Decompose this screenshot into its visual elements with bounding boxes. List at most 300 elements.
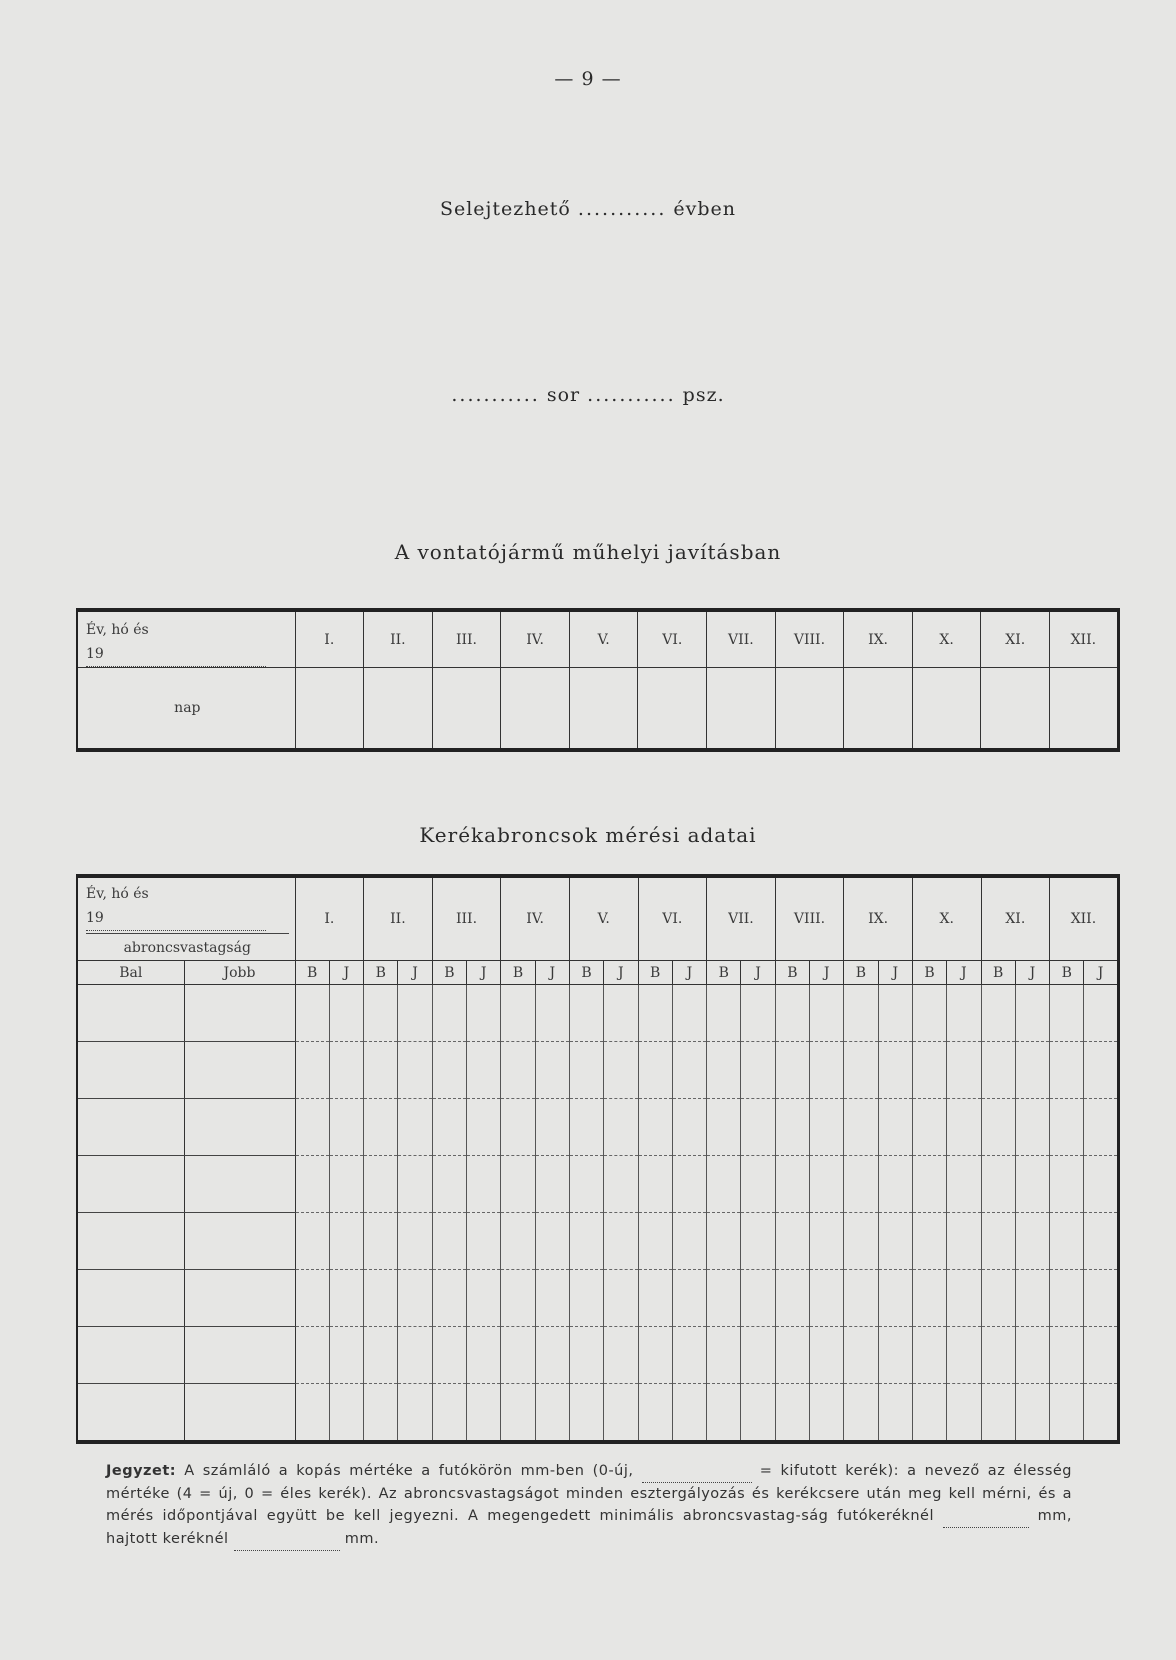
right-subcolumn: J [398,961,432,985]
measurement-cell[interactable] [912,1213,946,1270]
measurement-cell[interactable] [810,985,844,1042]
measurement-cell[interactable] [467,985,501,1042]
tire-month-header-2: II. [364,876,433,961]
days-cell[interactable] [569,668,638,750]
measurement-cell[interactable] [878,985,912,1042]
right-subcolumn: J [672,961,706,985]
measurement-cell[interactable] [1084,1384,1118,1443]
note-blank-3 [234,1528,340,1551]
measurement-row [77,1384,1118,1443]
right-label: Jobb [184,961,295,985]
measurement-cell[interactable] [947,1156,981,1213]
right-thickness-cell[interactable] [184,1327,295,1384]
measurement-row [77,1327,1118,1384]
measurement-cell[interactable] [569,1156,603,1213]
year-month-label: Év, hó és [86,622,149,638]
measurement-cell[interactable] [364,1156,398,1213]
measurement-cell[interactable] [844,985,878,1042]
measurement-cell[interactable] [672,1213,706,1270]
measurement-cell[interactable] [501,985,535,1042]
measurement-cell[interactable] [981,1270,1015,1327]
right-subcolumn: J [1015,961,1049,985]
right-subcolumn: J [878,961,912,985]
measurement-cell[interactable] [432,1042,466,1099]
measurement-cell[interactable] [810,1213,844,1270]
measurement-row [77,1042,1118,1099]
measurement-cell[interactable] [432,1270,466,1327]
month-header-6: VI. [638,610,707,668]
measurement-cell[interactable] [775,1213,809,1270]
measurement-cell[interactable] [398,1213,432,1270]
note-paragraph [106,1460,1072,1551]
measurement-cell[interactable] [295,1327,329,1384]
measurement-cell[interactable] [329,1156,363,1213]
measurement-cell[interactable] [878,1099,912,1156]
measurement-cell[interactable] [501,1270,535,1327]
measurement-cell[interactable] [501,1156,535,1213]
tire-month-header-9: IX. [844,876,913,961]
measurement-cell[interactable] [844,1099,878,1156]
measurement-cell[interactable] [295,1156,329,1213]
left-label: Bal [77,961,184,985]
measurement-cell[interactable] [569,985,603,1042]
left-thickness-cell[interactable] [77,1270,184,1327]
measurement-cell[interactable] [947,1270,981,1327]
measurement-cell[interactable] [329,1270,363,1327]
measurement-cell[interactable] [810,1270,844,1327]
measurement-cell[interactable] [775,1156,809,1213]
left-thickness-cell[interactable] [77,1042,184,1099]
measurement-cell[interactable] [741,1327,775,1384]
measurement-cell[interactable] [604,1099,638,1156]
month-header-3: III. [432,610,501,668]
measurement-cell[interactable] [672,1270,706,1327]
measurement-cell[interactable] [535,1270,569,1327]
left-subcolumn: B [364,961,398,985]
days-row [77,668,1118,750]
measurement-cell[interactable] [398,1327,432,1384]
measurement-cell[interactable] [432,985,466,1042]
measurement-cell[interactable] [741,1099,775,1156]
measurement-cell[interactable] [844,1384,878,1443]
measurement-cell[interactable] [432,1384,466,1443]
measurement-cell[interactable] [741,985,775,1042]
measurement-cell[interactable] [1084,1270,1118,1327]
measurement-cell[interactable] [638,1156,672,1213]
tire-month-header-11: XI. [981,876,1050,961]
days-cell[interactable] [775,668,844,750]
measurement-cell[interactable] [912,985,946,1042]
measurement-cell[interactable] [912,1099,946,1156]
month-header-12: XII. [1050,610,1119,668]
measurement-cell[interactable] [947,1213,981,1270]
measurement-cell[interactable] [364,985,398,1042]
tire-month-header-12: XII. [1050,876,1119,961]
month-header-11: XI. [981,610,1050,668]
measurement-cell[interactable] [295,1270,329,1327]
measurement-cell[interactable] [707,1099,741,1156]
left-thickness-cell[interactable] [77,1327,184,1384]
measurement-cell[interactable] [1050,1384,1084,1443]
measurement-cell[interactable] [1015,1327,1049,1384]
measurement-cell[interactable] [810,1156,844,1213]
measurement-cell[interactable] [467,1042,501,1099]
measurement-cell[interactable] [672,1327,706,1384]
note-text-1: A számláló a kopás mértéke a futókörön mm-ben (0-új, [184,1463,634,1479]
days-label: nap [77,668,295,750]
right-subcolumn: J [810,961,844,985]
month-header-8: VIII. [775,610,844,668]
days-cell[interactable] [295,668,364,750]
measurement-cell[interactable] [741,1270,775,1327]
left-subcolumn: B [501,961,535,985]
measurement-cell[interactable] [638,1384,672,1443]
measurement-cell[interactable] [707,1156,741,1213]
left-subcolumn: B [981,961,1015,985]
measurement-cell[interactable] [1015,1270,1049,1327]
days-cell[interactable] [981,668,1050,750]
measurement-cell[interactable] [535,1099,569,1156]
measurement-cell[interactable] [638,1270,672,1327]
days-cell[interactable] [912,668,981,750]
measurement-cell[interactable] [672,1384,706,1443]
measurement-cell[interactable] [329,1327,363,1384]
measurement-cell[interactable] [1084,1042,1118,1099]
left-thickness-cell[interactable] [77,1213,184,1270]
measurement-cell[interactable] [569,1270,603,1327]
measurement-cell[interactable] [467,1156,501,1213]
measurement-cell[interactable] [364,1099,398,1156]
tire-month-header-1: I. [295,876,364,961]
measurement-cell[interactable] [604,1213,638,1270]
tire-month-header-5: V. [569,876,638,961]
measurement-cell[interactable] [535,1156,569,1213]
measurement-cell[interactable] [604,1270,638,1327]
measurement-cell[interactable] [638,985,672,1042]
tire-month-header-10: X. [912,876,981,961]
right-thickness-cell[interactable] [184,1270,295,1327]
days-cell[interactable] [1050,668,1119,750]
measurement-cell[interactable] [432,1327,466,1384]
measurement-cell[interactable] [1015,985,1049,1042]
measurement-cell[interactable] [604,1156,638,1213]
measurement-cell[interactable] [844,1213,878,1270]
measurement-cell[interactable] [775,1327,809,1384]
measurement-cell[interactable] [501,1384,535,1443]
measurement-cell[interactable] [878,1384,912,1443]
left-subcolumn: B [912,961,946,985]
measurement-cell[interactable] [398,1384,432,1443]
measurement-cell[interactable] [329,1042,363,1099]
measurement-cell[interactable] [775,1384,809,1443]
measurement-cell[interactable] [981,1384,1015,1443]
measurement-cell[interactable] [535,1042,569,1099]
measurement-cell[interactable] [707,1270,741,1327]
right-subcolumn: J [741,961,775,985]
measurement-cell[interactable] [535,1327,569,1384]
measurement-cell[interactable] [775,1270,809,1327]
days-cell[interactable] [364,668,433,750]
measurement-cell[interactable] [844,1042,878,1099]
measurement-cell[interactable] [501,1213,535,1270]
measurement-cell[interactable] [569,1099,603,1156]
measurement-cell[interactable] [501,1042,535,1099]
measurement-cell[interactable] [1015,1042,1049,1099]
measurement-cell[interactable] [947,1042,981,1099]
measurement-cell[interactable] [398,985,432,1042]
note-text-3: mm, hajtott keréknél [106,1508,1073,1547]
measurement-cell[interactable] [981,1156,1015,1213]
measurement-cell[interactable] [707,1042,741,1099]
measurement-cell[interactable] [844,1270,878,1327]
measurement-cell[interactable] [501,1327,535,1384]
measurement-cell[interactable] [569,1213,603,1270]
number-label: psz. [682,384,725,406]
measurement-cell[interactable] [947,1384,981,1443]
measurement-cell[interactable] [1015,1213,1049,1270]
measurement-cell[interactable] [364,1384,398,1443]
measurement-cell[interactable] [707,1384,741,1443]
measurement-cell[interactable] [364,1327,398,1384]
measurement-cell[interactable] [878,1213,912,1270]
scrap-label: Selejtezhető [439,198,571,220]
measurement-cell[interactable] [398,1156,432,1213]
measurement-cell[interactable] [981,1042,1015,1099]
tire-corner [77,876,295,961]
measurement-cell[interactable] [467,1384,501,1443]
measurement-cell[interactable] [947,1099,981,1156]
right-thickness-cell[interactable] [184,1042,295,1099]
measurement-cell[interactable] [912,1327,946,1384]
measurement-cell[interactable] [981,985,1015,1042]
measurement-cell[interactable] [741,1384,775,1443]
month-header-2: II. [364,610,433,668]
measurement-cell[interactable] [878,1156,912,1213]
month-header-row [77,610,1118,668]
days-cell[interactable] [501,668,570,750]
measurement-cell[interactable] [364,1213,398,1270]
measurement-cell[interactable] [912,1156,946,1213]
measurement-cell[interactable] [1084,1099,1118,1156]
measurement-cell[interactable] [432,1213,466,1270]
measurement-cell[interactable] [775,1042,809,1099]
number-dots: ........... [587,384,676,406]
measurement-cell[interactable] [1084,985,1118,1042]
measurement-cell[interactable] [981,1099,1015,1156]
scrap-suffix: évben [673,198,737,220]
scrap-year-line [0,198,1176,220]
measurement-cell[interactable] [672,1042,706,1099]
measurement-cell[interactable] [604,1042,638,1099]
measurement-cell[interactable] [844,1156,878,1213]
month-header-9: IX. [844,610,913,668]
series-dots: ........... [451,384,540,406]
measurement-cell[interactable] [467,1270,501,1327]
measurement-cell[interactable] [1050,1327,1084,1384]
days-cell[interactable] [432,668,501,750]
tire-month-header-6: VI. [638,876,707,961]
tire-month-header-7: VII. [707,876,776,961]
workshop-repair-table [76,608,1120,752]
note-blank-1 [642,1460,752,1483]
measurement-cell[interactable] [535,1213,569,1270]
measurement-cell[interactable] [295,985,329,1042]
month-header-4: IV. [501,610,570,668]
month-header-10: X. [912,610,981,668]
measurement-cell[interactable] [1015,1384,1049,1443]
measurement-cell[interactable] [1050,1156,1084,1213]
measurement-row [77,985,1118,1042]
measurement-cell[interactable] [329,1099,363,1156]
measurement-cell[interactable] [1084,1156,1118,1213]
measurement-cell[interactable] [501,1099,535,1156]
measurement-cell[interactable] [672,985,706,1042]
measurement-cell[interactable] [467,1327,501,1384]
measurement-cell[interactable] [329,1384,363,1443]
measurement-cell[interactable] [1050,985,1084,1042]
measurement-cell[interactable] [638,1213,672,1270]
measurement-cell[interactable] [741,1156,775,1213]
measurement-cell[interactable] [638,1099,672,1156]
measurement-cell[interactable] [707,1213,741,1270]
measurement-row [77,1213,1118,1270]
measurement-cell[interactable] [638,1042,672,1099]
left-thickness-cell[interactable] [77,1384,184,1443]
right-subcolumn: J [535,961,569,985]
measurement-cell[interactable] [1050,1042,1084,1099]
year-month-corner [77,610,295,668]
measurement-cell[interactable] [810,1042,844,1099]
measurement-cell[interactable] [741,1042,775,1099]
measurement-cell[interactable] [295,1384,329,1443]
tire-measurement-table [76,874,1120,1444]
right-thickness-cell[interactable] [184,1384,295,1443]
measurement-cell[interactable] [535,1384,569,1443]
left-subcolumn: B [295,961,329,985]
measurement-cell[interactable] [467,1099,501,1156]
series-label: sor [546,384,581,406]
tire-month-header-row [77,876,1118,961]
measurement-cell[interactable] [878,1042,912,1099]
left-thickness-cell[interactable] [77,1099,184,1156]
measurement-cell[interactable] [398,1270,432,1327]
measurement-cell[interactable] [912,1270,946,1327]
measurement-cell[interactable] [1050,1270,1084,1327]
measurement-cell[interactable] [1015,1099,1049,1156]
measurement-cell[interactable] [878,1327,912,1384]
measurement-cell[interactable] [329,1213,363,1270]
note-text-2: = kifutott kerék): a nevező az élesség mértéke (4 = új, 0 = éles kerék). Az abroncsvastagságot minden esztergályozás és kerékcsere után meg kell mérni, és a mérés időpontjával együtt be kell jegyezni. A megengedett minimális abroncsvastag-ság futókeréknél [106,1463,1073,1524]
measurement-cell[interactable] [398,1099,432,1156]
measurement-cell[interactable] [604,985,638,1042]
measurement-cell[interactable] [1050,1099,1084,1156]
tire-month-header-8: VIII. [775,876,844,961]
note-label: Jegyzet: [106,1463,177,1479]
left-subcolumn: B [432,961,466,985]
measurement-cell[interactable] [364,1042,398,1099]
measurement-cell[interactable] [1015,1156,1049,1213]
days-cell[interactable] [844,668,913,750]
measurement-cell[interactable] [707,985,741,1042]
year-field: 19 [86,642,266,667]
measurement-cell[interactable] [604,1327,638,1384]
measurement-row [77,1156,1118,1213]
left-subcolumn: B [707,961,741,985]
right-subcolumn: J [467,961,501,985]
measurement-cell[interactable] [810,1099,844,1156]
measurement-cell[interactable] [295,1099,329,1156]
measurement-cell[interactable] [912,1042,946,1099]
measurement-cell[interactable] [1050,1213,1084,1270]
measurement-cell[interactable] [672,1099,706,1156]
scrap-year-dots: ........... [577,198,667,220]
left-right-row [77,961,1118,985]
measurement-row [77,1099,1118,1156]
measurement-cell[interactable] [1084,1327,1118,1384]
measurement-cell[interactable] [844,1327,878,1384]
measurement-cell[interactable] [981,1327,1015,1384]
measurement-cell[interactable] [535,985,569,1042]
series-number-line [0,384,1176,406]
measurement-cell[interactable] [672,1156,706,1213]
left-thickness-cell[interactable] [77,1156,184,1213]
measurement-cell[interactable] [364,1270,398,1327]
measurement-cell[interactable] [569,1042,603,1099]
measurement-cell[interactable] [398,1042,432,1099]
page-number: — 9 — [554,68,622,90]
tire-month-header-4: IV. [501,876,570,961]
measurement-cell[interactable] [947,1327,981,1384]
measurement-cell[interactable] [810,1327,844,1384]
measurement-cell[interactable] [432,1156,466,1213]
left-subcolumn: B [569,961,603,985]
measurement-cell[interactable] [707,1327,741,1384]
days-cell[interactable] [707,668,776,750]
measurement-row [77,1270,1118,1327]
right-subcolumn: J [1084,961,1118,985]
measurement-cell[interactable] [981,1213,1015,1270]
measurement-cell[interactable] [432,1099,466,1156]
right-thickness-cell[interactable] [184,1156,295,1213]
right-thickness-cell[interactable] [184,1213,295,1270]
measurement-cell[interactable] [569,1327,603,1384]
measurement-cell[interactable] [1084,1213,1118,1270]
measurement-cell[interactable] [775,985,809,1042]
measurement-cell[interactable] [741,1213,775,1270]
right-thickness-cell[interactable] [184,985,295,1042]
right-thickness-cell[interactable] [184,1099,295,1156]
measurement-cell[interactable] [912,1384,946,1443]
left-thickness-cell[interactable] [77,985,184,1042]
measurement-cell[interactable] [947,985,981,1042]
measurement-cell[interactable] [775,1099,809,1156]
tire-measurement-title: Kerékabroncsok mérési adatai [419,823,757,847]
measurement-cell[interactable] [467,1213,501,1270]
workshop-repair-title: A vontatójármű műhelyi javításban [394,540,782,564]
measurement-cell[interactable] [295,1042,329,1099]
month-header-5: V. [569,610,638,668]
measurement-cell[interactable] [878,1270,912,1327]
measurement-cell[interactable] [810,1384,844,1443]
days-cell[interactable] [638,668,707,750]
measurement-cell[interactable] [295,1213,329,1270]
right-subcolumn: J [329,961,363,985]
measurement-cell[interactable] [569,1384,603,1443]
measurement-cell[interactable] [329,985,363,1042]
measurement-cell[interactable] [638,1327,672,1384]
note-text-4: mm. [344,1531,380,1547]
measurement-cell[interactable] [604,1384,638,1443]
